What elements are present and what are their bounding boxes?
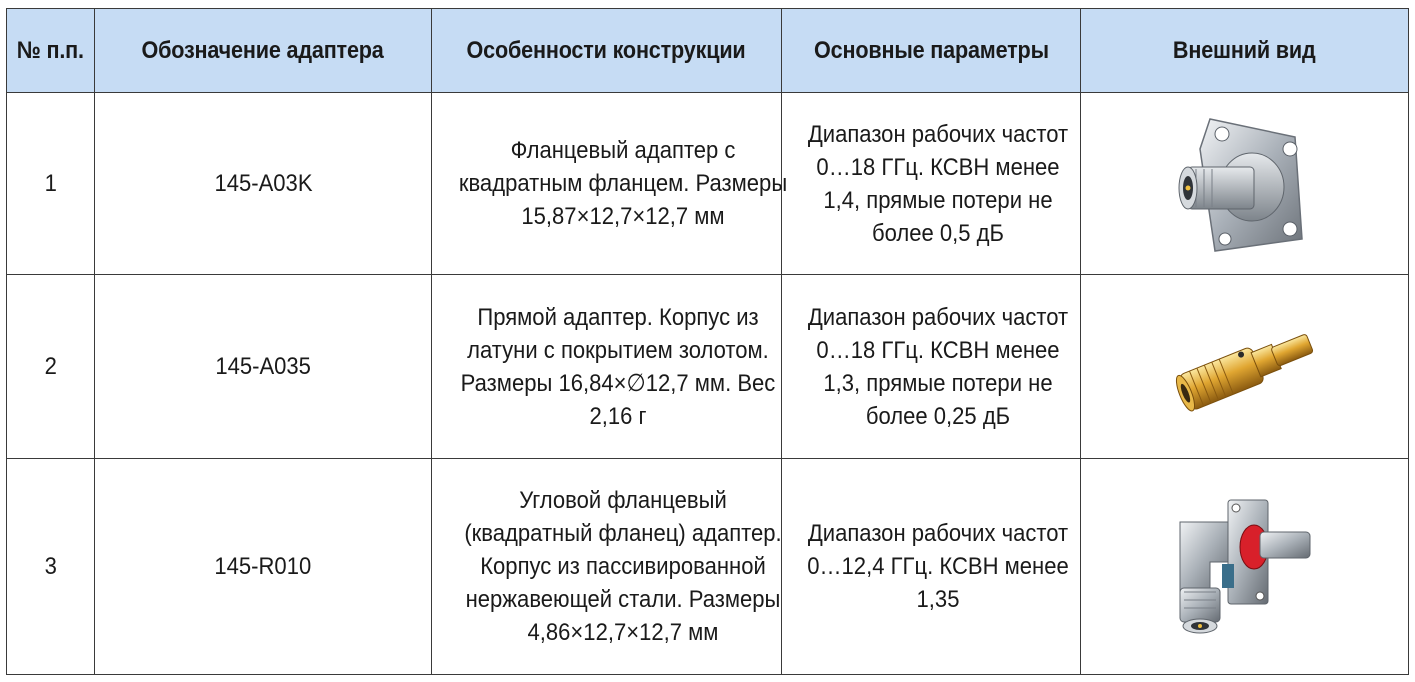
table-row	[7, 459, 1409, 675]
row-features: Прямой адаптер. Корпус из латуни с покрытием золотом. Размеры 16,84×∅12,7 мм. Вес 2,16 г	[432, 275, 782, 459]
gold-straight-adapter-photo	[1170, 292, 1320, 442]
header-features: Особенности конструкции	[432, 9, 782, 93]
row-designation: 145-A035	[95, 275, 432, 459]
header-appearance: Внешний вид	[1081, 9, 1409, 93]
row-features: Угловой фланцевый (квадратный фланец) адаптер. Корпус из пассивированной нержавеющей стали. Размеры 4,86×12,7×12,7 мм	[432, 459, 782, 675]
header-designation: Обозначение адаптера	[95, 9, 432, 93]
row-num: 1	[7, 93, 95, 275]
row-designation: 145-A03K	[95, 93, 432, 275]
row-features: Фланцевый адаптер с квадратным фланцем. Размеры 15,87×12,7×12,7 мм	[432, 93, 782, 275]
row-appearance	[1081, 459, 1409, 675]
row-appearance	[1081, 93, 1409, 275]
right-angle-flange-adapter-photo	[1170, 492, 1320, 642]
row-num: 3	[7, 459, 95, 675]
header-params: Основные параметры	[782, 9, 1081, 93]
row-params: Диапазон рабочих частот 0…12,4 ГГц. КСВН менее 1,35	[782, 459, 1081, 675]
row-params: Диапазон рабочих частот 0…18 ГГц. КСВН менее 1,4, прямые потери не более 0,5 дБ	[782, 93, 1081, 275]
flange-adapter-photo	[1170, 109, 1320, 259]
header-num: № п.п.	[7, 9, 95, 93]
row-appearance	[1081, 275, 1409, 459]
row-params: Диапазон рабочих частот 0…18 ГГц. КСВН менее 1,3, прямые потери не более 0,25 дБ	[782, 275, 1081, 459]
header-row	[7, 9, 1409, 93]
table-row	[7, 93, 1409, 275]
table-row	[7, 275, 1409, 459]
row-num: 2	[7, 275, 95, 459]
row-designation: 145-R010	[95, 459, 432, 675]
adapters-table	[6, 8, 1409, 675]
